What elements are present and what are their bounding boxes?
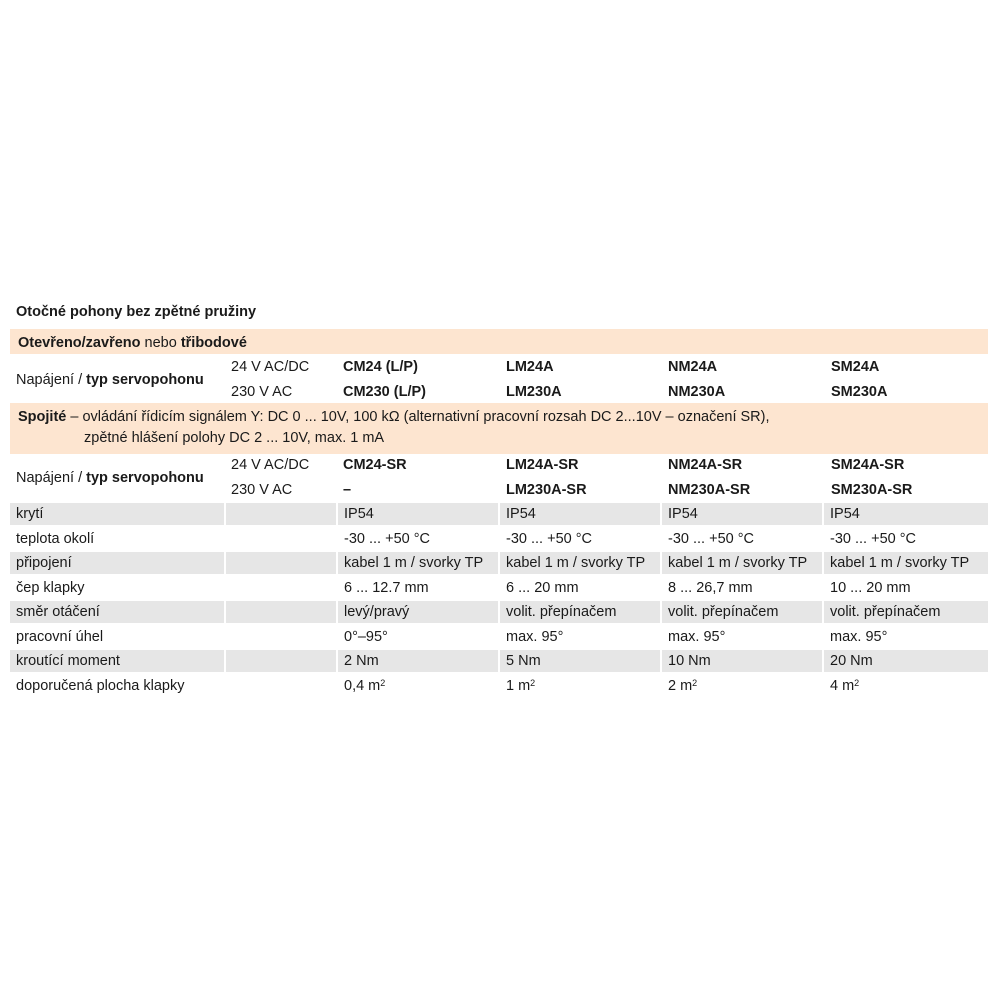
spec-value: -30 ... +50 °C [506,530,592,547]
model-lm24a: LM24A [506,359,554,375]
spec-value: kabel 1 m / svorky TP [500,552,660,574]
table-row [10,601,988,626]
spec-label: pracovní úhel [16,628,104,645]
spec-value: 2 $m^2$ [668,677,698,694]
unit-superscript: 2 [530,677,536,688]
model-sm230a: SM230A [831,384,888,400]
table-row [10,552,988,577]
unit-superscript: 2 [854,677,860,688]
section-header-text [18,333,247,353]
section-header-bold-2: třibodové [180,335,247,351]
spec-value: max. 95° [506,628,564,645]
spec-blank [226,626,336,648]
table-row [10,577,988,602]
spec-label: připojení [10,552,224,574]
spec-blank [226,503,336,525]
spec-value: 10 Nm [662,650,822,672]
spec-value: IP54 [500,503,660,525]
voltage-230-label-2: 230 V AC [231,482,293,498]
spec-value: volit. přepínačem [500,601,660,623]
voltage-24-label-1: 24 V AC/DC [231,359,310,375]
spec-value: kabel 1 m / svorky TP [662,552,822,574]
unit-superscript: 2 [380,677,386,688]
spec-value: kabel 1 m / svorky TP [824,552,988,574]
continuous-desc-2: zpětné hlášení polohy DC 2 ... 10V, max. 1 mA [84,430,385,446]
spec-blank [226,650,336,672]
spec-value: kabel 1 m / svorky TP [338,552,498,574]
model-cm230: CM230 (L/P) [343,384,426,400]
table-row [10,626,988,651]
spec-value: volit. přepínačem [824,601,988,623]
spec-blank [226,552,336,574]
spec-value: IP54 [824,503,988,525]
table-row [10,675,988,700]
model-lm24a-sr: LM24A-SR [506,457,579,473]
spec-value: -30 ... +50 °C [668,530,754,547]
spec-value: 1 $m^2$ [506,677,536,694]
spec-value: max. 95° [830,628,888,645]
model-sm24a: SM24A [831,359,880,375]
spec-value: -30 ... +50 °C [344,530,430,547]
model-lm230a-sr: LM230A-SR [506,482,587,498]
spec-value: 6 ... 12.7 mm [344,579,429,596]
spec-blank [226,528,336,550]
spec-value: 10 ... 20 mm [830,579,911,596]
model-sm24a-sr: SM24A-SR [831,457,905,473]
spec-value: max. 95° [668,628,726,645]
spec-blank [226,601,336,623]
spec-value: -30 ... +50 °C [830,530,916,547]
model-nm230a: NM230A [668,384,726,400]
voltage-230-label-1: 230 V AC [231,384,293,400]
spec-label: doporučená plocha klapky [16,677,185,694]
model-cm230-sr: – [343,482,352,498]
spec-value: 8 ... 26,7 mm [668,579,753,596]
spec-value: levý/pravý [338,601,498,623]
model-sm230a-sr: SM230A-SR [831,482,913,498]
spec-label: teplota okolí [16,530,95,547]
supply-type-label-2: Napájení / typ servopohonu [16,470,204,486]
table-row [10,528,988,553]
spec-value: 6 ... 20 mm [506,579,579,596]
spec-label: krytí [10,503,224,525]
unit-superscript: 2 [692,677,698,688]
spec-value: IP54 [338,503,498,525]
supply-type-label-1: Napájení / typ servopohonu [16,372,204,388]
spec-blank [226,577,336,599]
model-lm230a: LM230A [506,384,562,400]
model-cm24: CM24 (L/P) [343,359,418,375]
spec-blank [226,675,336,697]
spec-value: volit. přepínačem [662,601,822,623]
spec-value: 0°–95° [344,628,388,645]
continuous-line-1 [18,407,770,427]
section-header-bold-1: Otevřeno/zavřeno [18,335,141,351]
model-nm24a-sr: NM24A-SR [668,457,743,473]
section-header-continuous [10,403,988,454]
spec-value: 5 Nm [500,650,660,672]
model-nm230a-sr: NM230A-SR [668,482,751,498]
spec-value: 0,4 $m^2$ [344,677,386,694]
spec-value: IP54 [662,503,822,525]
spec-value: 2 Nm [338,650,498,672]
table-title: Otočné pohony bez zpětné pružiny [16,304,257,320]
section-header-connector: nebo [140,335,181,351]
voltage-24-label-2: 24 V AC/DC [231,457,310,473]
spec-label: čep klapky [16,579,85,596]
model-nm24a: NM24A [668,359,718,375]
spec-label: kroutící moment [10,650,224,672]
model-cm24-sr: CM24-SR [343,457,407,473]
table-row [10,503,988,528]
spec-value: 4 $m^2$ [830,677,860,694]
section-header-open-close [10,329,988,354]
spec-value: 20 Nm [824,650,988,672]
table-row [10,650,988,675]
continuous-desc-1: – ovládání řídicím signálem Y: DC 0 ... 10V, 100 kΩ (alternativní pracovní rozsah DC 2...10V – označení SR), [66,409,770,425]
spec-label: směr otáčení [10,601,224,623]
continuous-bold: Spojité [18,409,67,425]
